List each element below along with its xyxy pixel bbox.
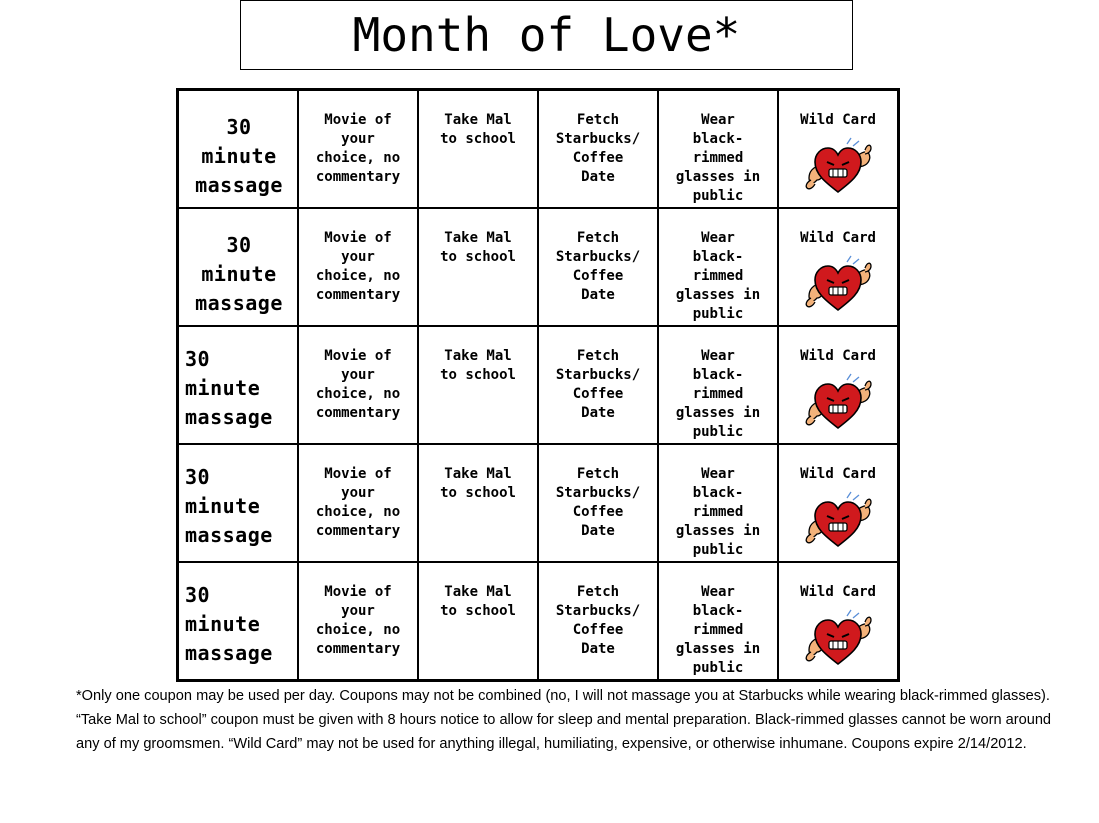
- coupon-label: 30 minute massage: [185, 347, 273, 429]
- coupon-label: Wear black- rimmed glasses in public: [675, 112, 761, 204]
- coupon-label: Wild Card: [800, 584, 876, 600]
- coupon-cell-school: [418, 326, 538, 444]
- coupon-label: Fetch Starbucks/ Coffee Date: [555, 348, 641, 421]
- coupon-label: Wild Card: [800, 348, 876, 364]
- coupon-row: [178, 326, 899, 444]
- coupon-cell-wild: [778, 208, 899, 326]
- coupon-label: Wear black- rimmed glasses in public: [675, 584, 761, 676]
- coupon-cell-coffee: [538, 444, 658, 562]
- coupon-label: 30 minute massage: [195, 115, 283, 197]
- coupon-cell-glasses: [658, 562, 778, 681]
- coupon-cell-coffee: [538, 562, 658, 681]
- coupon-label: Movie of your choice, no commentary: [315, 466, 401, 539]
- coupon-cell-movie: [298, 444, 418, 562]
- coupon-cell-massage: [178, 208, 299, 326]
- coupon-cell-massage: [178, 444, 299, 562]
- coupon-label: Wear black- rimmed glasses in public: [675, 348, 761, 440]
- coupon-cell-wild: [778, 326, 899, 444]
- coupon-cell-movie: [298, 208, 418, 326]
- coupon-label: 30 minute massage: [185, 465, 273, 547]
- coupon-label: Wear black- rimmed glasses in public: [675, 466, 761, 558]
- coupon-cell-wild: [778, 562, 899, 681]
- coupon-label: Take Mal to school: [440, 466, 516, 501]
- coupon-cell-glasses: [658, 208, 778, 326]
- flexing-heart-icon: [783, 254, 893, 316]
- coupon-label: Take Mal to school: [440, 112, 516, 147]
- coupon-label: 30 minute massage: [195, 233, 283, 315]
- coupon-label: Movie of your choice, no commentary: [315, 230, 401, 303]
- coupon-label: Take Mal to school: [440, 230, 516, 265]
- coupon-cell-school: [418, 444, 538, 562]
- coupon-label: Wild Card: [800, 230, 876, 246]
- coupon-label: Take Mal to school: [440, 584, 516, 619]
- title-box: [240, 0, 853, 70]
- coupon-grid: [176, 88, 900, 682]
- coupon-cell-massage: [178, 562, 299, 681]
- coupon-cell-wild: [778, 90, 899, 209]
- coupon-label: Take Mal to school: [440, 348, 516, 383]
- page-title: Month of Love*: [352, 8, 741, 62]
- coupon-cell-glasses: [658, 444, 778, 562]
- coupon-label: Movie of your choice, no commentary: [315, 112, 401, 185]
- coupon-row: [178, 90, 899, 209]
- coupon-label: Fetch Starbucks/ Coffee Date: [555, 112, 641, 185]
- coupon-cell-school: [418, 90, 538, 209]
- coupon-label: Fetch Starbucks/ Coffee Date: [555, 584, 641, 657]
- coupon-row: [178, 562, 899, 681]
- coupon-cell-movie: [298, 326, 418, 444]
- coupon-cell-coffee: [538, 208, 658, 326]
- coupon-cell-glasses: [658, 90, 778, 209]
- coupon-label: Movie of your choice, no commentary: [315, 584, 401, 657]
- coupon-cell-massage: [178, 326, 299, 444]
- coupon-label: Fetch Starbucks/ Coffee Date: [555, 230, 641, 303]
- footnote: *Only one coupon may be used per day. Coupons may not be combined (no, I will not massage you at Starbucks while wearing black-rimmed glasses). “Take Mal to school” coupon must be given with 8 hours notice to allow for sleep and mental preparation. Black-rimmed glasses cannot be worn around any of my groomsmen. “Wild Card” may not be used for anything illegal, humiliating, expensive, or otherwise inhumane. Coupons expire 2/14/2012.: [76, 688, 1052, 752]
- coupon-cell-massage: [178, 90, 299, 209]
- flexing-heart-icon: [783, 608, 893, 670]
- coupon-row: [178, 208, 899, 326]
- coupon-label: Wear black- rimmed glasses in public: [675, 230, 761, 322]
- coupon-cell-movie: [298, 90, 418, 209]
- coupon-cell-glasses: [658, 326, 778, 444]
- coupon-label: Wild Card: [800, 466, 876, 482]
- coupon-cell-wild: [778, 444, 899, 562]
- flexing-heart-icon: [783, 372, 893, 434]
- coupon-label: Movie of your choice, no commentary: [315, 348, 401, 421]
- flexing-heart-icon: [783, 490, 893, 552]
- coupon-label: Fetch Starbucks/ Coffee Date: [555, 466, 641, 539]
- coupon-cell-coffee: [538, 90, 658, 209]
- coupon-label: 30 minute massage: [185, 583, 273, 665]
- flexing-heart-icon: [783, 136, 893, 198]
- coupon-cell-school: [418, 208, 538, 326]
- coupon-cell-coffee: [538, 326, 658, 444]
- coupon-row: [178, 444, 899, 562]
- coupon-label: Wild Card: [800, 112, 876, 128]
- coupon-cell-school: [418, 562, 538, 681]
- coupon-cell-movie: [298, 562, 418, 681]
